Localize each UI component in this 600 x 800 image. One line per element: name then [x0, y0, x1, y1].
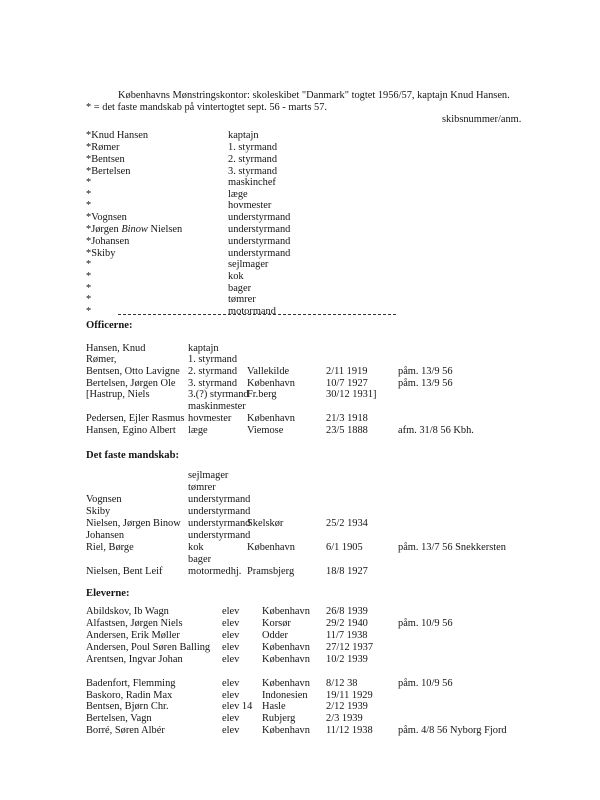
- crew-role: 1. styrmand: [228, 142, 278, 153]
- crew-name: *Skiby: [86, 248, 116, 259]
- section-title-officers: Officerne:: [86, 320, 133, 331]
- cell-role: understyrmand: [188, 506, 251, 517]
- cell-role: elev: [222, 654, 240, 665]
- crew-name: *: [86, 306, 92, 317]
- cell-date: 2/3 1939: [326, 713, 363, 724]
- section-title-students: Eleverne:: [86, 588, 130, 599]
- crew-name: *: [86, 189, 92, 200]
- cell-role: elev: [222, 690, 240, 701]
- cell-date: 27/12 1937: [326, 642, 374, 653]
- cell-note: påm. 4/8 56 Nyborg Fjord: [398, 725, 507, 736]
- cell-place: København: [262, 725, 310, 736]
- cell-date: 23/5 1888: [326, 425, 368, 436]
- cell-place: Hasle: [262, 701, 286, 712]
- cell-role: 1. styrmand: [188, 354, 238, 365]
- cell-note: påm. 13/9 56: [398, 366, 453, 377]
- cell-name: Skiby: [86, 506, 111, 517]
- cell-role: understyrmand: [188, 518, 251, 529]
- cell-name: Hansen, Knud: [86, 343, 146, 354]
- cell-place: Fr.berg: [247, 389, 277, 400]
- crew-name: *: [86, 259, 92, 270]
- crew-name: *Jørgen Binow Nielsen: [86, 224, 183, 235]
- crew-name: *: [86, 271, 92, 282]
- cell-name: [Hastrup, Niels: [86, 389, 150, 400]
- cell-place: Vallekilde: [247, 366, 290, 377]
- crew-role: understyrmand: [228, 236, 291, 247]
- cell-role: sejlmager: [188, 470, 229, 481]
- cell-place: København: [262, 678, 310, 689]
- cell-name: Riel, Børge: [86, 542, 134, 553]
- cell-role: understyrmand: [188, 530, 251, 541]
- crew-role: hovmester: [228, 200, 272, 211]
- cell-date: 30/12 1931]: [326, 389, 377, 400]
- cell-name: Rømer,: [86, 354, 117, 365]
- cell-role: elev: [222, 713, 240, 724]
- crew-name: *Johansen: [86, 236, 130, 247]
- crew-role: kaptajn: [228, 130, 259, 141]
- crew-name: *Bertelsen: [86, 166, 131, 177]
- cell-role: maskinmester: [188, 401, 246, 412]
- cell-note: påm. 13/7 56 Snekkersten: [398, 542, 506, 553]
- cell-name: Baskoro, Radin Max: [86, 690, 173, 701]
- cell-date: 26/8 1939: [326, 606, 368, 617]
- crew-name: *: [86, 294, 92, 305]
- cell-role: kaptajn: [188, 343, 219, 354]
- cell-name: Abildskov, Ib Wagn: [86, 606, 169, 617]
- cell-date: 19/11 1929: [326, 690, 373, 701]
- cell-role: 3.(?) styrmand: [188, 389, 249, 400]
- cell-role: læge: [188, 425, 208, 436]
- crew-name: *Knud Hansen: [86, 130, 149, 141]
- cell-name: Alfastsen, Jørgen Niels: [86, 618, 183, 629]
- cell-name: Andersen, Poul Søren Balling: [86, 642, 211, 653]
- cell-note: afm. 31/8 56 Kbh.: [398, 425, 474, 436]
- cell-place: København: [247, 378, 295, 389]
- cell-name: Johansen: [86, 530, 125, 541]
- cell-date: 29/2 1940: [326, 618, 368, 629]
- cell-date: 2/12 1939: [326, 701, 368, 712]
- crew-name: *Bentsen: [86, 154, 125, 165]
- cell-place: Indonesien: [262, 690, 308, 701]
- cell-date: 10/2 1939: [326, 654, 368, 665]
- cell-date: 2/11 1919: [326, 366, 368, 377]
- cell-place: Pramsbjerg: [247, 566, 295, 577]
- cell-note: påm. 10/9 56: [398, 618, 453, 629]
- crew-name: *: [86, 200, 92, 211]
- cell-place: København: [262, 654, 310, 665]
- cell-role: elev: [222, 606, 240, 617]
- crew-role: 2. styrmand: [228, 154, 278, 165]
- crew-name: *: [86, 283, 92, 294]
- cell-role: elev: [222, 678, 240, 689]
- cell-note: påm. 13/9 56: [398, 378, 453, 389]
- cell-place: Rubjerg: [262, 713, 296, 724]
- crew-name: *Rømer: [86, 142, 120, 153]
- cell-role: elev 14: [222, 701, 253, 712]
- cell-place: Odder: [262, 630, 288, 641]
- cell-name: Nielsen, Jørgen Binow: [86, 518, 181, 529]
- cell-date: 18/8 1927: [326, 566, 368, 577]
- crew-role: tømrer: [228, 294, 256, 305]
- cell-place: København: [247, 542, 295, 553]
- crew-role: motormand: [228, 306, 276, 317]
- divider-rule: [118, 314, 396, 315]
- header-right-note: skibsnummer/anm.: [442, 114, 522, 125]
- cell-name: Hansen, Egino Albert: [86, 425, 176, 436]
- crew-name: *: [86, 177, 92, 188]
- cell-note: påm. 10/9 56: [398, 678, 453, 689]
- crew-role: 3. styrmand: [228, 166, 278, 177]
- crew-role: maskinchef: [228, 177, 276, 188]
- cell-date: 6/1 1905: [326, 542, 363, 553]
- cell-name: Pedersen, Ejler Rasmus: [86, 413, 185, 424]
- cell-place: København: [247, 413, 295, 424]
- crew-role: understyrmand: [228, 224, 291, 235]
- cell-role: elev: [222, 642, 240, 653]
- header-line-1: Københavns Mønstringskontor: skoleskibet "Danmark" togtet 1956/57, kaptajn Knud Hansen.: [118, 90, 510, 101]
- cell-date: 21/3 1918: [326, 413, 368, 424]
- cell-name: Badenfort, Flemming: [86, 678, 176, 689]
- cell-role: hovmester: [188, 413, 232, 424]
- cell-date: 11/12 1938: [326, 725, 373, 736]
- cell-name: Vognsen: [86, 494, 122, 505]
- cell-name: Andersen, Erik Møller: [86, 630, 180, 641]
- cell-role: kok: [188, 542, 204, 553]
- cell-name: Bentsen, Otto Lavigne: [86, 366, 180, 377]
- header-line-2: * = det faste mandskab på vintertogtet sept. 56 - marts 57.: [86, 102, 328, 113]
- cell-role: 2. styrmand: [188, 366, 238, 377]
- crew-name: *Vognsen: [86, 212, 127, 223]
- cell-name: Bertelsen, Vagn: [86, 713, 152, 724]
- crew-role: sejlmager: [228, 259, 269, 270]
- cell-place: Viemose: [247, 425, 284, 436]
- cell-role: 3. styrmand: [188, 378, 238, 389]
- cell-role: elev: [222, 725, 240, 736]
- cell-role: understyrmand: [188, 494, 251, 505]
- cell-name: Bertelsen, Jørgen Ole: [86, 378, 176, 389]
- section-title-permanent: Det faste mandskab:: [86, 450, 179, 461]
- cell-date: 8/12 38: [326, 678, 358, 689]
- crew-role: læge: [228, 189, 248, 200]
- cell-place: København: [262, 606, 310, 617]
- cell-role: elev: [222, 630, 240, 641]
- cell-role: elev: [222, 618, 240, 629]
- cell-role: motormedhj.: [188, 566, 242, 577]
- cell-name: Nielsen, Bent Leif: [86, 566, 163, 577]
- cell-name: Bentsen, Bjørn Chr.: [86, 701, 169, 712]
- cell-date: 11/7 1938: [326, 630, 368, 641]
- cell-date: 10/7 1927: [326, 378, 368, 389]
- cell-role: tømrer: [188, 482, 216, 493]
- crew-role: kok: [228, 271, 244, 282]
- cell-role: bager: [188, 554, 212, 565]
- crew-role: understyrmand: [228, 212, 291, 223]
- cell-date: 25/2 1934: [326, 518, 368, 529]
- cell-place: København: [262, 642, 310, 653]
- cell-place: Korsør: [262, 618, 291, 629]
- crew-role: bager: [228, 283, 252, 294]
- cell-name: Borré, Søren Albér: [86, 725, 165, 736]
- cell-place: Skelskør: [247, 518, 284, 529]
- cell-name: Arentsen, Ingvar Johan: [86, 654, 183, 665]
- crew-role: understyrmand: [228, 248, 291, 259]
